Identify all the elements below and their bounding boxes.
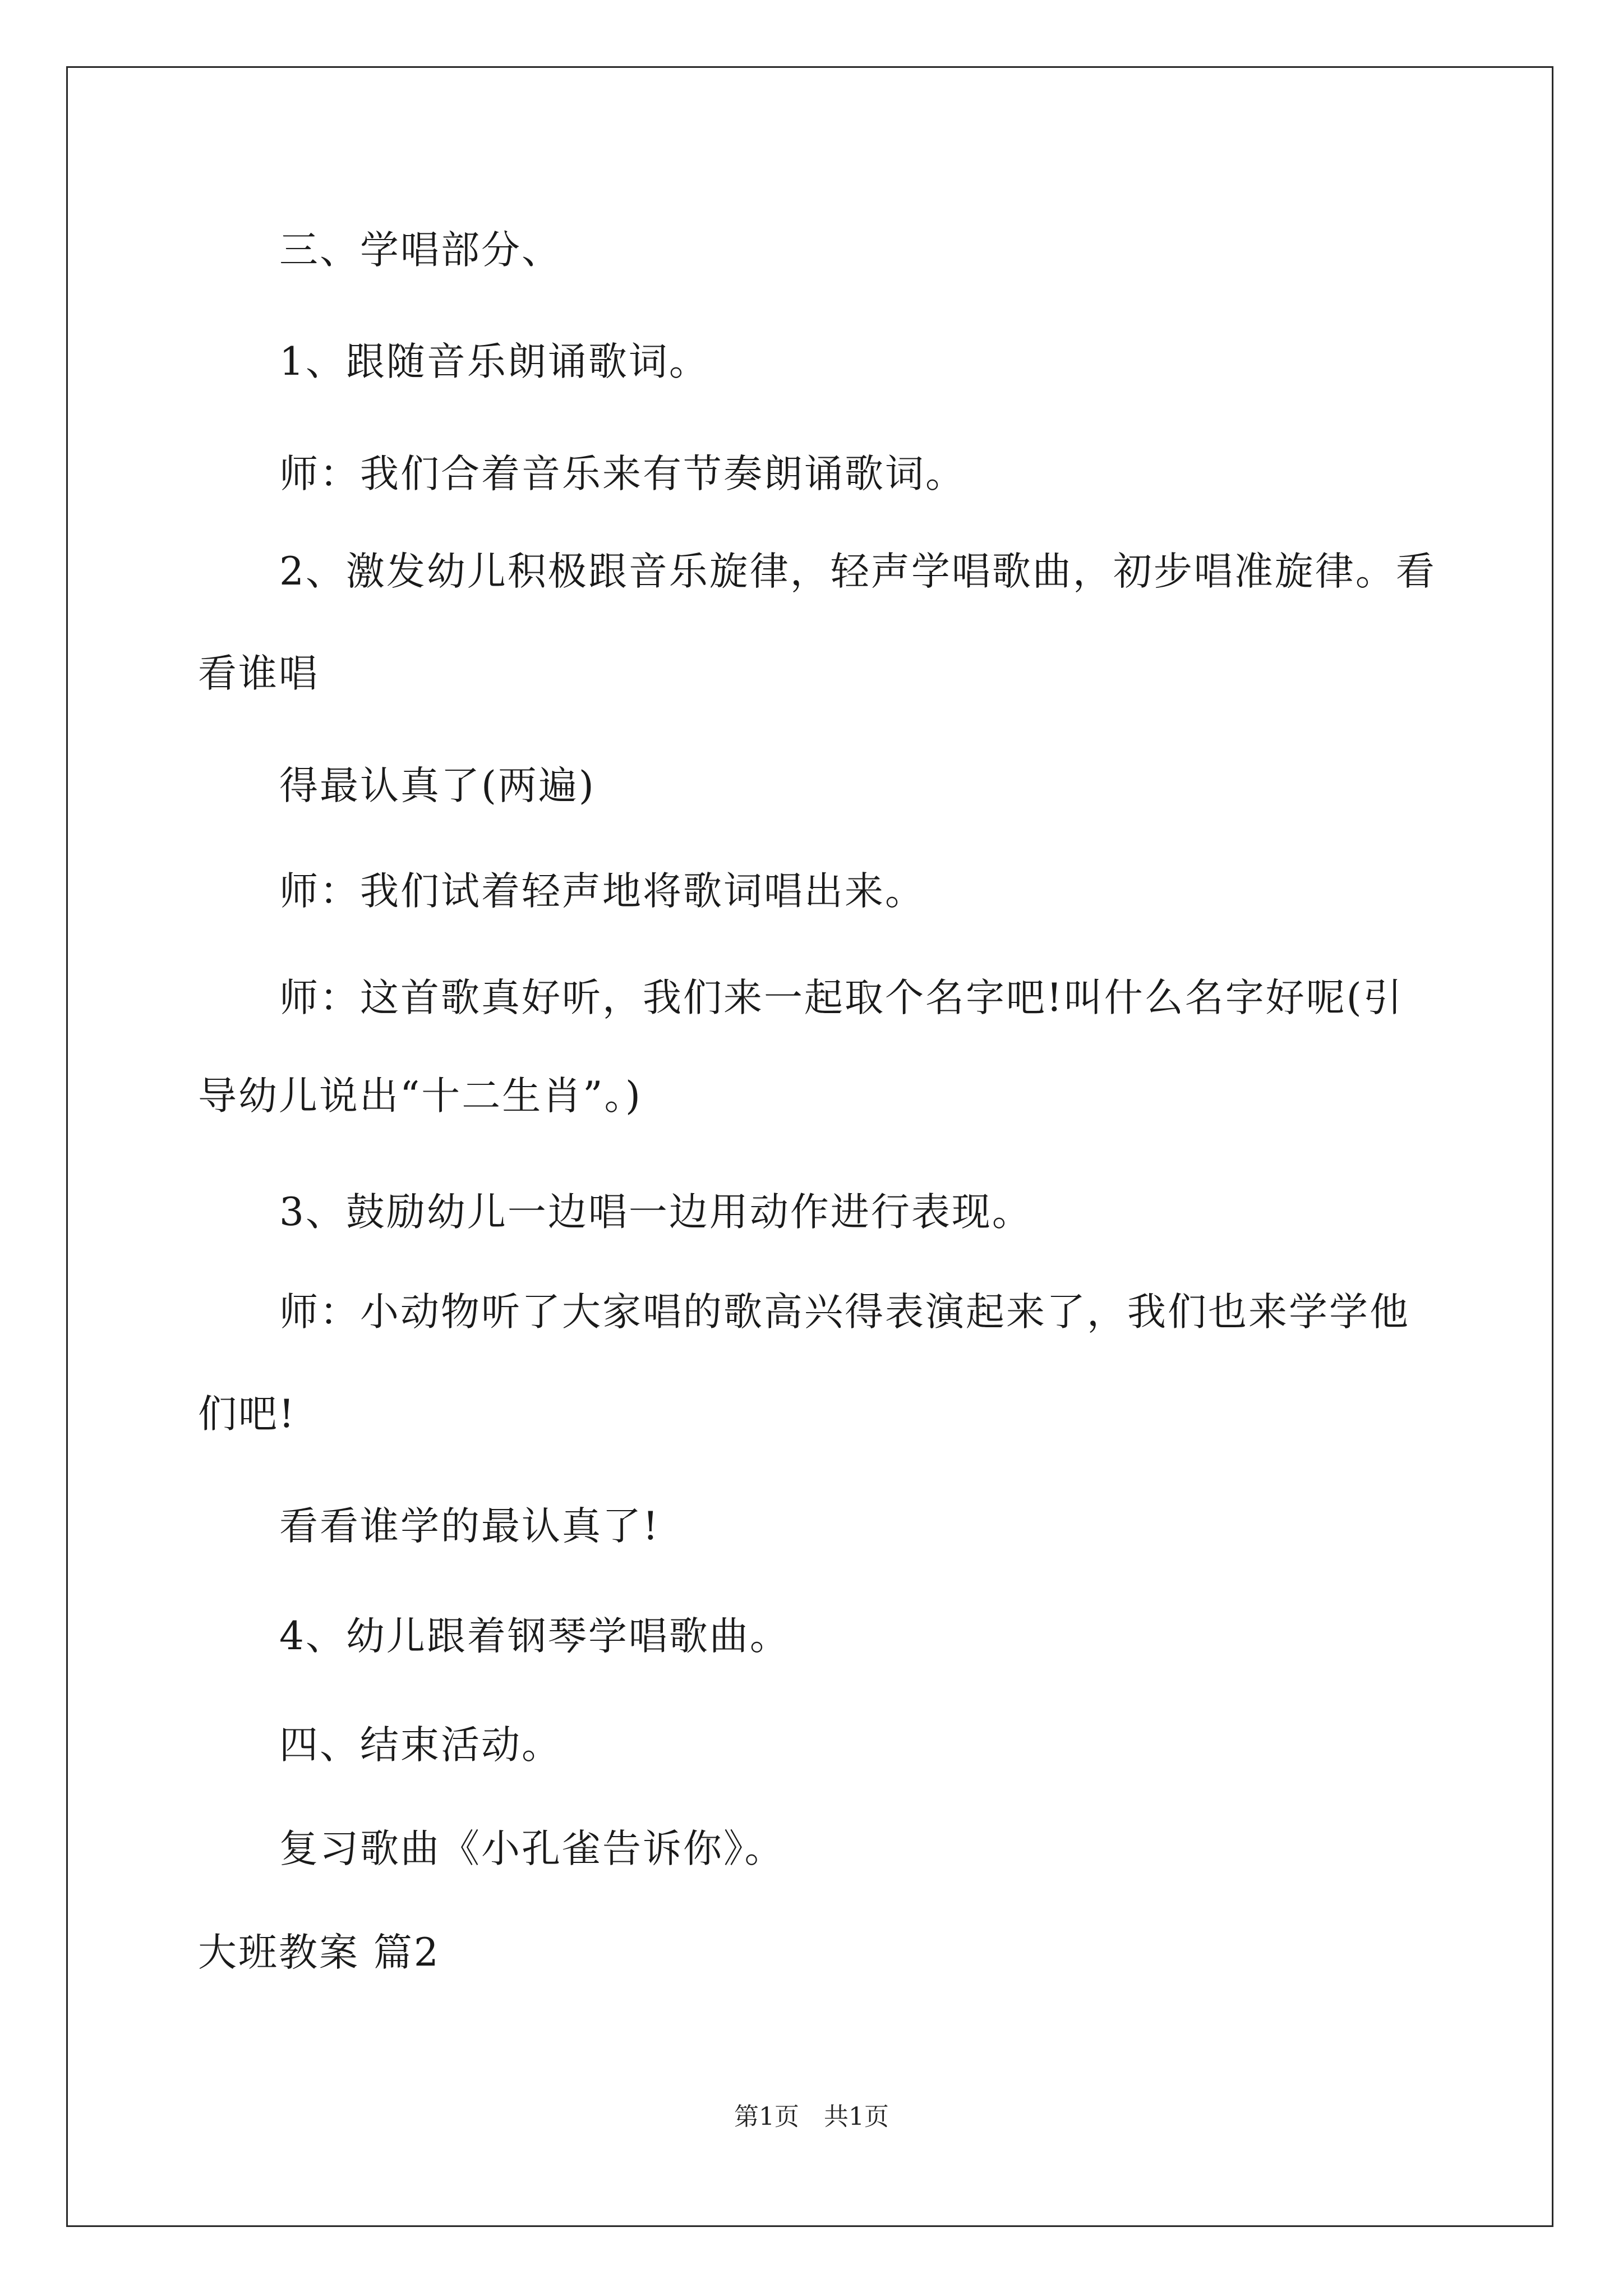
page-border [66, 66, 1553, 2227]
section-heading-learn-singing: 三、学唱部分、 [279, 228, 562, 273]
paragraph-step-2-note: 得最认真了(两遍) [279, 763, 596, 808]
section-heading-lesson-2: 大班教案 篇2 [198, 1930, 440, 1975]
paragraph-step-3: 3、鼓励幼儿一边唱一边用动作进行表现。 [279, 1190, 1032, 1235]
paragraph-step-2-continued: 看谁唱 [198, 651, 319, 696]
paragraph-teacher-line-3-cont: 导幼儿说出“十二生肖”。) [198, 1074, 642, 1119]
paragraph-step-2: 2、激发幼儿积极跟音乐旋律，轻声学唱歌曲，初步唱准旋律。看 [279, 549, 1436, 594]
section-heading-end-activity: 四、结束活动。 [279, 1723, 562, 1768]
paragraph-teacher-line-3: 师：这首歌真好听，我们来一起取个名字吧!叫什么名字好呢(引 [279, 976, 1404, 1020]
paragraph-review-song: 复习歌曲《小孔雀告诉你》。 [279, 1826, 785, 1871]
paragraph-teacher-line-4-cont: 们吧! [198, 1392, 296, 1437]
paragraph-step-3-note: 看看谁学的最认真了! [279, 1504, 660, 1549]
paragraph-teacher-line-1: 师：我们合着音乐来有节奏朗诵歌词。 [279, 452, 966, 496]
page-footer: 第1页 共1页 [734, 2102, 889, 2131]
paragraph-teacher-line-4: 师：小动物听了大家唱的歌高兴得表演起来了，我们也来学学他 [279, 1290, 1410, 1335]
paragraph-step-4: 4、幼儿跟着钢琴学唱歌曲。 [279, 1614, 790, 1659]
paragraph-teacher-line-2: 师：我们试着轻声地将歌词唱出来。 [279, 869, 925, 914]
paragraph-step-1: 1、跟随音乐朗诵歌词。 [279, 339, 709, 384]
